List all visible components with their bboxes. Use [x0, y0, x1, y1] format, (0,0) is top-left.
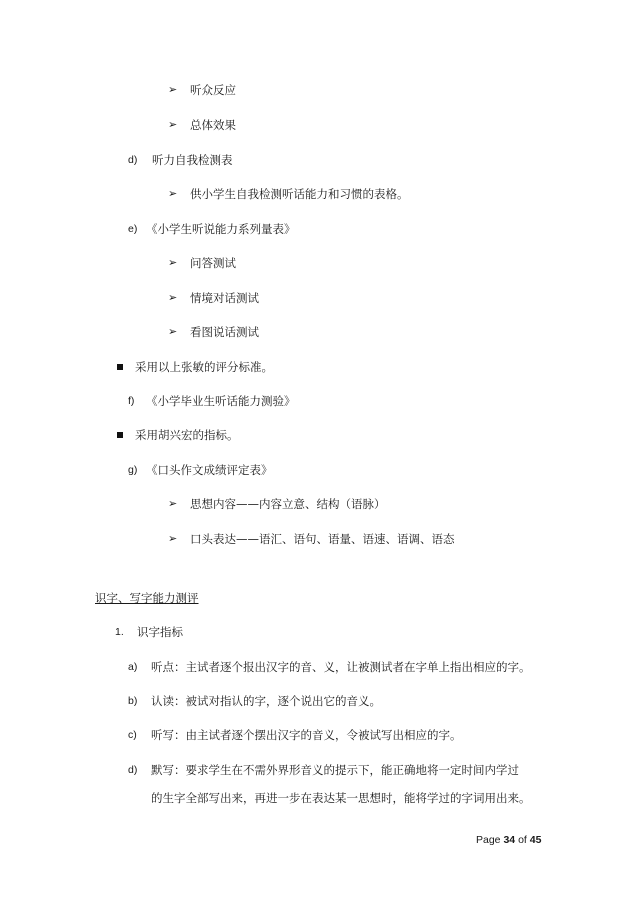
bullet-text: 思想内容——内容立意、结构（语脉） — [190, 497, 386, 511]
arrow-bullet-icon: ➢ — [168, 256, 178, 269]
item-text: 听写：由主试者逐个摆出汉字的音义，令被试写出相应的字。 — [151, 728, 462, 742]
item-text: 《小学生听说能力系列量表》 — [146, 222, 296, 236]
item-text: 默写：要求学生在不需外界形音义的提示下，能正确地将一定时间内学过 — [151, 763, 519, 777]
item-text: 认读：被试对指认的字，逐个说出它的音义。 — [151, 694, 381, 708]
footer-prefix: Page — [476, 834, 501, 846]
arrow-bullet-icon: ➢ — [168, 497, 178, 510]
bullet-text: 情境对话测试 — [190, 291, 259, 305]
arrow-bullet-icon: ➢ — [168, 291, 178, 304]
section-heading: 识字、写字能力测评 — [95, 591, 199, 605]
page-footer — [476, 834, 541, 846]
item-label: d) — [128, 154, 138, 166]
item-label: f) — [128, 395, 135, 407]
numbered-text: 识字指标 — [137, 625, 183, 639]
footer-of: of — [518, 834, 527, 846]
bullet-text: 听众反应 — [190, 83, 236, 97]
item-text: 《小学毕业生听话能力测验》 — [146, 394, 296, 408]
item-label: e) — [128, 223, 138, 235]
arrow-bullet-icon: ➢ — [168, 118, 178, 131]
item-text-continued: 的生字全部写出来，再进一步在表达某一思想时，能将学过的字词用出来。 — [151, 791, 531, 805]
item-text: 《口头作文成绩评定表》 — [146, 463, 273, 477]
item-text: 听点：主试者逐个报出汉字的音、义，让被测试者在字单上指出相应的字。 — [151, 660, 531, 674]
bullet-text: 供小学生自我检测听话能力和习惯的表格。 — [190, 187, 409, 201]
item-text: 听力自我检测表 — [152, 153, 233, 167]
footer-total-pages: 45 — [529, 834, 542, 846]
item-label: a) — [128, 661, 138, 673]
bullet-text: 总体效果 — [190, 118, 236, 132]
arrow-bullet-icon: ➢ — [168, 532, 178, 545]
arrow-bullet-icon: ➢ — [168, 325, 178, 338]
bullet-text: 问答测试 — [190, 256, 236, 270]
numbered-label: 1. — [115, 626, 124, 638]
bullet-text: 口头表达——语汇、语句、语量、语速、语调、语态 — [190, 532, 455, 546]
item-label: g) — [128, 464, 138, 476]
item-label: d) — [128, 764, 138, 776]
arrow-bullet-icon: ➢ — [168, 83, 178, 96]
item-label: b) — [128, 695, 138, 707]
bullet-text: 看图说话测试 — [190, 325, 259, 339]
footer-page-number: 34 — [503, 834, 516, 846]
bullet-text: 采用胡兴宏的指标。 — [135, 428, 239, 442]
arrow-bullet-icon: ➢ — [168, 187, 178, 200]
bullet-text: 采用以上张敏的评分标准。 — [135, 360, 273, 374]
square-bullet-icon — [117, 364, 123, 370]
item-label: c) — [128, 729, 137, 741]
square-bullet-icon — [117, 432, 123, 438]
